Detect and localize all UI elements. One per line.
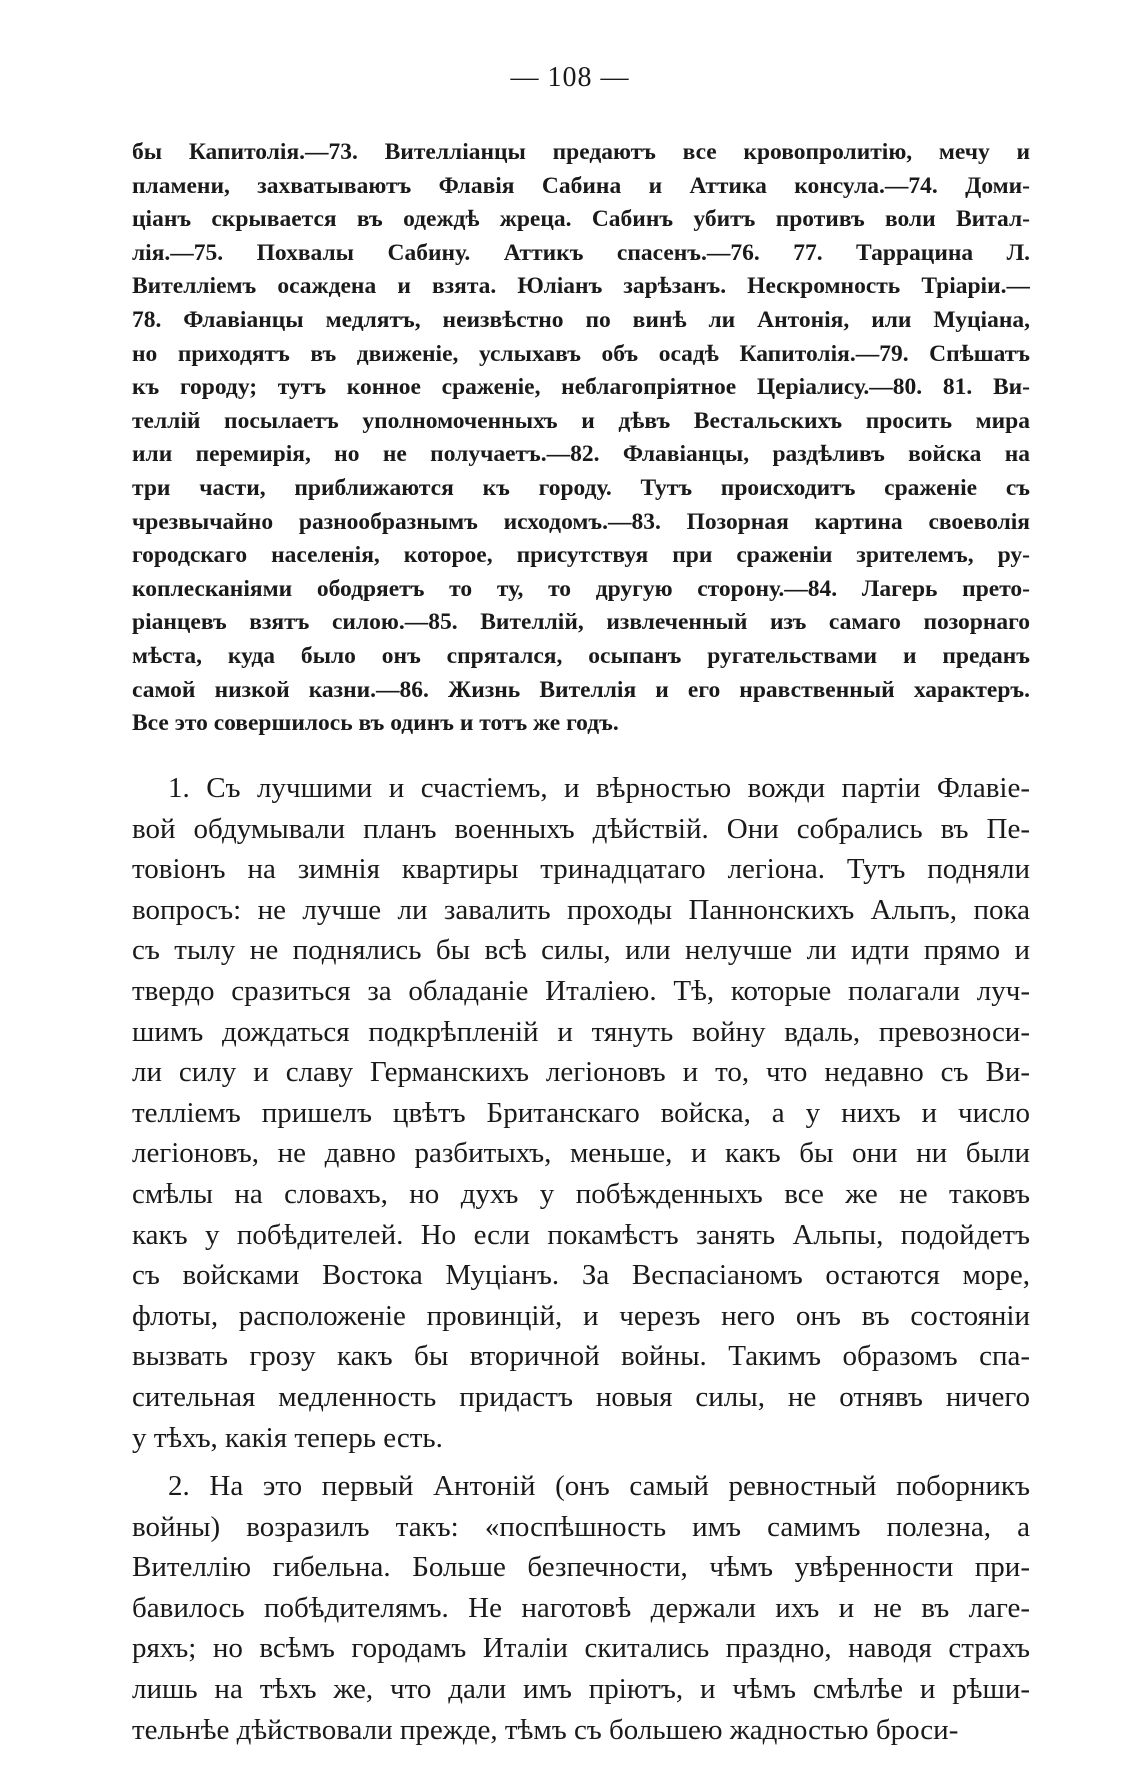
summary-line: бы Капитолія.—73. Вителліанцы предаютъ все кровопролитію, мечу и: [132, 139, 1030, 165]
text-line: твердо сразиться за обладаніе Италіею. Тѣ, которые полагали луч-: [132, 974, 1030, 1007]
text-line: вой обдумывали планъ военныхъ дѣйствій. Они собрались въ Пе-: [132, 812, 1030, 845]
summary-line: пламени, захватываютъ Флавія Сабина и Аттика консула.—74. Доми-: [132, 172, 1030, 199]
summary-line: мѣста, куда было онъ спрятался, осыпанъ ругательствами и преданъ: [132, 642, 1030, 669]
text-line: шимъ дождаться подкрѣпленій и тянуть войну вдаль, превозноси-: [132, 1015, 1030, 1048]
summary-line: Вителліемъ осаждена и взята. Юліанъ зарѣзанъ. Нескромность Тріаріи.—: [132, 273, 1030, 300]
paragraph-2: [132, 1466, 1030, 1750]
page-number: — 108 —: [510, 62, 630, 93]
chapter-summary: [132, 136, 1030, 741]
text-line: телліемъ пришелъ цвѣтъ Британскаго войска, а у нихъ и число: [132, 1096, 1030, 1129]
summary-line: самой низкой казни.—86. Жизнь Вителлія и его нравственный характеръ.: [132, 676, 1030, 703]
text-line: флоты, расположеніе провинцій, и черезъ него онъ въ состояніи: [132, 1299, 1030, 1332]
summary-line: 78. Флавіанцы медлятъ, неизвѣстно по винѣ ли Антонія, или Муціана,: [132, 306, 1030, 333]
text-line: лишь на тѣхъ же, что дали имъ пріютъ, и чѣмъ смѣлѣе и рѣши-: [132, 1673, 1030, 1706]
text-line: ряхъ; но всѣмъ городамъ Италіи скитались праздно, наводя страхъ: [132, 1632, 1030, 1665]
summary-line: три части, приближаются къ городу. Тутъ происходитъ сраженіе съ: [132, 474, 1030, 501]
text-line: бавилось побѣдителямъ. Не наготовѣ держали ихъ и не въ лаге-: [132, 1591, 1030, 1624]
text-line: ли силу и славу Германскихъ легіоновъ и то, что недавно съ Ви-: [132, 1056, 1030, 1089]
text-line: какъ у побѣдителей. Но если покамѣстъ занять Альпы, подойдетъ: [132, 1218, 1030, 1251]
summary-line: но приходятъ въ движеніе, услыхавъ объ осадѣ Капитолія.—79. Спѣшатъ: [132, 340, 1030, 367]
text-line: легіоновъ, не давно разбитыхъ, меньше, и какъ бы они ни были: [132, 1137, 1030, 1170]
text-line: вопросъ: не лучше ли завалить проходы Паннонскихъ Альпъ, пока: [132, 893, 1030, 926]
summary-line: чрезвычайно разнообразнымъ исходомъ.—83. Позорная картина своеволія: [132, 508, 1030, 535]
text-line: вызвать грозу какъ бы вторичной войны. Такимъ образомъ спа-: [132, 1340, 1030, 1373]
summary-line: коплесканіями ободряетъ то ту, то другую сторону.—84. Лагерь прето-: [132, 575, 1030, 602]
text-line: съ тылу не поднялись бы всѣ силы, или нелучше ли идти прямо и: [132, 934, 1030, 967]
summary-line: Все это совершилось въ одинъ и тотъ же годъ.: [132, 710, 619, 737]
summary-line: теллій посылаетъ уполномоченныхъ и дѣвъ Вестальскихъ просить мира: [132, 407, 1030, 434]
text-line: товіонъ на зимнія квартиры тринадцатаго легіона. Тутъ подняли: [132, 853, 1030, 886]
text-line: съ войсками Востока Муціанъ. За Веспасіаномъ остаются море,: [132, 1259, 1030, 1292]
summary-line: городскаго населенія, которое, присутствуя при сраженіи зрителемъ, ру-: [132, 542, 1030, 569]
text-line: сительная медленность придастъ новыя силы, не отнявъ ничего: [132, 1380, 1030, 1413]
summary-line: къ городу; тутъ конное сраженіе, неблагопріятное Церіалису.—80. 81. Ви-: [132, 374, 1030, 401]
summary-line: или перемирія, но не получаетъ.—82. Флавіанцы, раздѣливъ войска на: [132, 441, 1030, 468]
main-text: [132, 768, 1030, 1758]
text-line: Вителлію гибельна. Больше безпечности, чѣмъ увѣренности при-: [132, 1551, 1030, 1584]
summary-line: лія.—75. Похвалы Сабину. Аттикъ спасенъ.—76. 77. Таррацина Л.: [132, 239, 1030, 266]
text-line: 2. На это первый Антоній (онъ самый ревностный поборникъ: [168, 1470, 1030, 1503]
text-line: тельнѣе дѣйствовали прежде, тѣмъ съ большею жадностью броси-: [132, 1713, 959, 1746]
text-line: у тѣхъ, какія теперь есть.: [132, 1421, 443, 1454]
text-line: 1. Съ лучшими и счастіемъ, и вѣрностью вожди партіи Флавіе-: [168, 772, 1030, 804]
summary-line: ціанъ скрывается въ одеждѣ жреца. Сабинъ убитъ противъ воли Витал-: [132, 206, 1030, 233]
text-line: войны) возразилъ такъ: «поспѣшность имъ самимъ полезна, а: [132, 1510, 1030, 1543]
paragraph-1: [132, 768, 1030, 1458]
summary-line: ріанцевъ взятъ силою.—85. Вителлій, извлеченный изъ самаго позорнаго: [132, 609, 1030, 636]
text-line: смѣлы на словахъ, но духъ у побѣжденныхъ все же не таковъ: [132, 1177, 1030, 1210]
